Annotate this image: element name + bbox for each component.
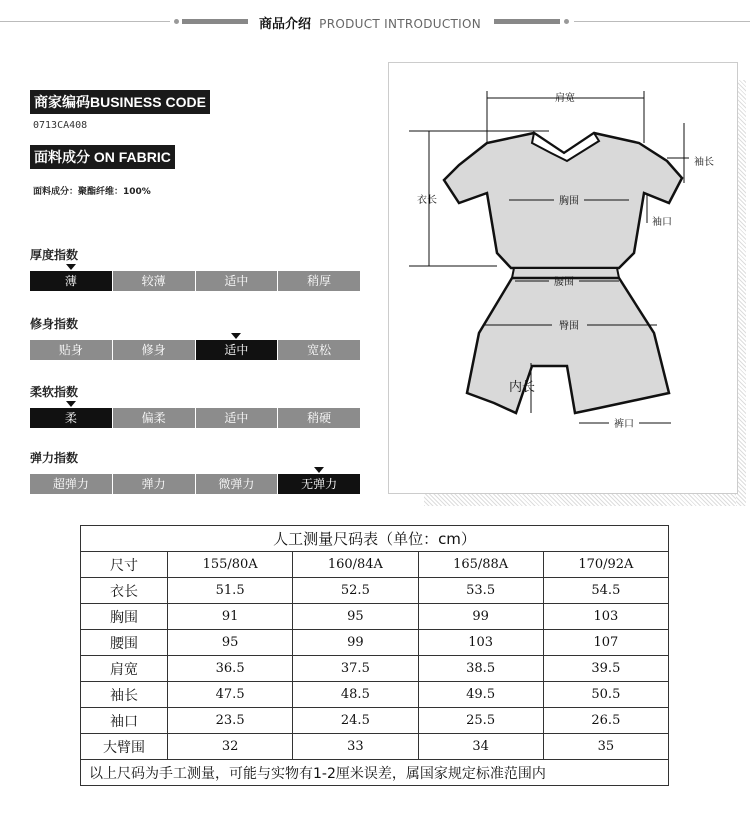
shorts-shape xyxy=(467,278,669,413)
header-line-left xyxy=(0,21,170,22)
label-shoulder: 肩宽 xyxy=(555,93,575,104)
index-option: 微弹力 xyxy=(196,474,279,494)
table-row xyxy=(81,682,669,708)
jumpsuit-illustration xyxy=(389,63,737,493)
table-cell: 25.5 xyxy=(418,708,543,734)
table-cell: 35 xyxy=(543,734,668,760)
table-cell: 36.5 xyxy=(168,656,293,682)
index-option: 稍硬 xyxy=(307,411,332,425)
business-code-label: 商家编码BUSINESS CODE xyxy=(30,90,210,114)
table-cell: 47.5 xyxy=(168,682,293,708)
header-title-cn: 商品介绍 xyxy=(259,17,312,32)
section-header xyxy=(0,10,750,34)
table-cell: 32 xyxy=(168,734,293,760)
index-title: 厚度指数 xyxy=(30,248,79,262)
table-header-label: 尺寸 xyxy=(81,552,168,578)
row-label: 腰围 xyxy=(81,630,168,656)
index-option: 适中 xyxy=(196,340,279,360)
table-cell: 50.5 xyxy=(543,682,668,708)
header-title-en: PRODUCT INTRODUCTION xyxy=(319,17,482,31)
table-cell: 53.5 xyxy=(418,578,543,604)
table-cell: 107 xyxy=(543,630,668,656)
label-length: 衣长 xyxy=(417,195,437,206)
index-option: 宽松 xyxy=(307,343,332,357)
header-bar-right xyxy=(494,19,560,24)
index-option: 修身 xyxy=(113,340,196,360)
size-header-cell: 165/88A xyxy=(418,552,543,578)
label-cuff: 袖口 xyxy=(652,217,672,228)
row-label: 肩宽 xyxy=(81,656,168,682)
index-option: 弹力 xyxy=(113,474,196,494)
table-cell: 51.5 xyxy=(168,578,293,604)
index-option: 较薄 xyxy=(113,271,196,291)
label-sleeve-length: 袖长 xyxy=(694,157,714,168)
index-scale xyxy=(30,408,360,428)
index-marker-icon xyxy=(66,264,76,270)
table-row xyxy=(81,604,669,630)
index-title: 弹力指数 xyxy=(30,451,79,465)
table-row xyxy=(81,734,669,760)
index-option: 稍厚 xyxy=(307,274,332,288)
label-leg-opening: 裤口 xyxy=(614,419,634,430)
table-caption-row xyxy=(81,526,669,552)
table-cell: 54.5 xyxy=(543,578,668,604)
index-option: 薄 xyxy=(30,271,113,291)
table-row xyxy=(81,708,669,734)
row-label: 衣长 xyxy=(81,578,168,604)
label-arm: 臀围 xyxy=(559,321,579,332)
index-option: 超弹力 xyxy=(30,474,113,494)
header-dot-right xyxy=(564,19,569,24)
label-waist: 腰围 xyxy=(554,277,574,288)
table-cell: 95 xyxy=(293,604,418,630)
table-cell: 49.5 xyxy=(418,682,543,708)
table-cell: 38.5 xyxy=(418,656,543,682)
garment-diagram xyxy=(388,62,738,494)
table-cell: 48.5 xyxy=(293,682,418,708)
label-chest: 胸围 xyxy=(559,196,579,207)
size-header-cell: 160/84A xyxy=(293,552,418,578)
index-option: 贴身 xyxy=(30,340,113,360)
table-cell: 91 xyxy=(168,604,293,630)
index-scale xyxy=(30,271,360,291)
header-bar-left xyxy=(182,19,248,24)
table-caption: 人工测量尺码表（单位：cm） xyxy=(81,526,669,552)
index-option: 适中 xyxy=(196,271,279,291)
table-cell: 37.5 xyxy=(293,656,418,682)
index-marker-icon xyxy=(66,401,76,407)
row-label: 胸围 xyxy=(81,604,168,630)
table-cell: 52.5 xyxy=(293,578,418,604)
label-inseam: 内长 xyxy=(509,380,536,395)
header-title xyxy=(259,13,481,32)
table-note-row xyxy=(81,760,669,786)
table-row xyxy=(81,656,669,682)
table-header-row xyxy=(81,552,669,578)
index-scale xyxy=(30,340,360,360)
index-title: 修身指数 xyxy=(30,317,79,331)
table-cell: 33 xyxy=(293,734,418,760)
size-table xyxy=(80,525,669,786)
row-label: 大臂围 xyxy=(81,734,168,760)
index-option: 适中 xyxy=(196,408,279,428)
index-scale xyxy=(30,474,360,494)
table-cell: 103 xyxy=(543,604,668,630)
table-cell: 26.5 xyxy=(543,708,668,734)
business-code-value: 0713CA408 xyxy=(33,120,88,131)
table-cell: 34 xyxy=(418,734,543,760)
header-line-right xyxy=(574,21,750,22)
index-option: 偏柔 xyxy=(113,408,196,428)
table-note: 以上尺码为手工测量，可能与实物有1-2厘米误差，属国家规定标准范围内 xyxy=(81,760,669,786)
table-cell: 103 xyxy=(418,630,543,656)
size-header-cell: 155/80A xyxy=(168,552,293,578)
table-cell: 24.5 xyxy=(293,708,418,734)
size-header-cell: 170/92A xyxy=(543,552,668,578)
table-cell: 99 xyxy=(293,630,418,656)
table-row xyxy=(81,578,669,604)
header-dot-left xyxy=(174,19,179,24)
row-label: 袖长 xyxy=(81,682,168,708)
index-option: 柔 xyxy=(30,408,113,428)
fabric-label: 面料成分 ON FABRIC xyxy=(30,145,175,169)
table-cell: 95 xyxy=(168,630,293,656)
table-cell: 39.5 xyxy=(543,656,668,682)
fabric-value: 面料成分：聚酯纤维：100% xyxy=(33,187,151,197)
index-option: 无弹力 xyxy=(278,474,360,494)
table-cell: 23.5 xyxy=(168,708,293,734)
index-title: 柔软指数 xyxy=(30,385,79,399)
row-label: 袖口 xyxy=(81,708,168,734)
table-row xyxy=(81,630,669,656)
index-marker-icon xyxy=(231,333,241,339)
index-marker-icon xyxy=(314,467,324,473)
table-cell: 99 xyxy=(418,604,543,630)
